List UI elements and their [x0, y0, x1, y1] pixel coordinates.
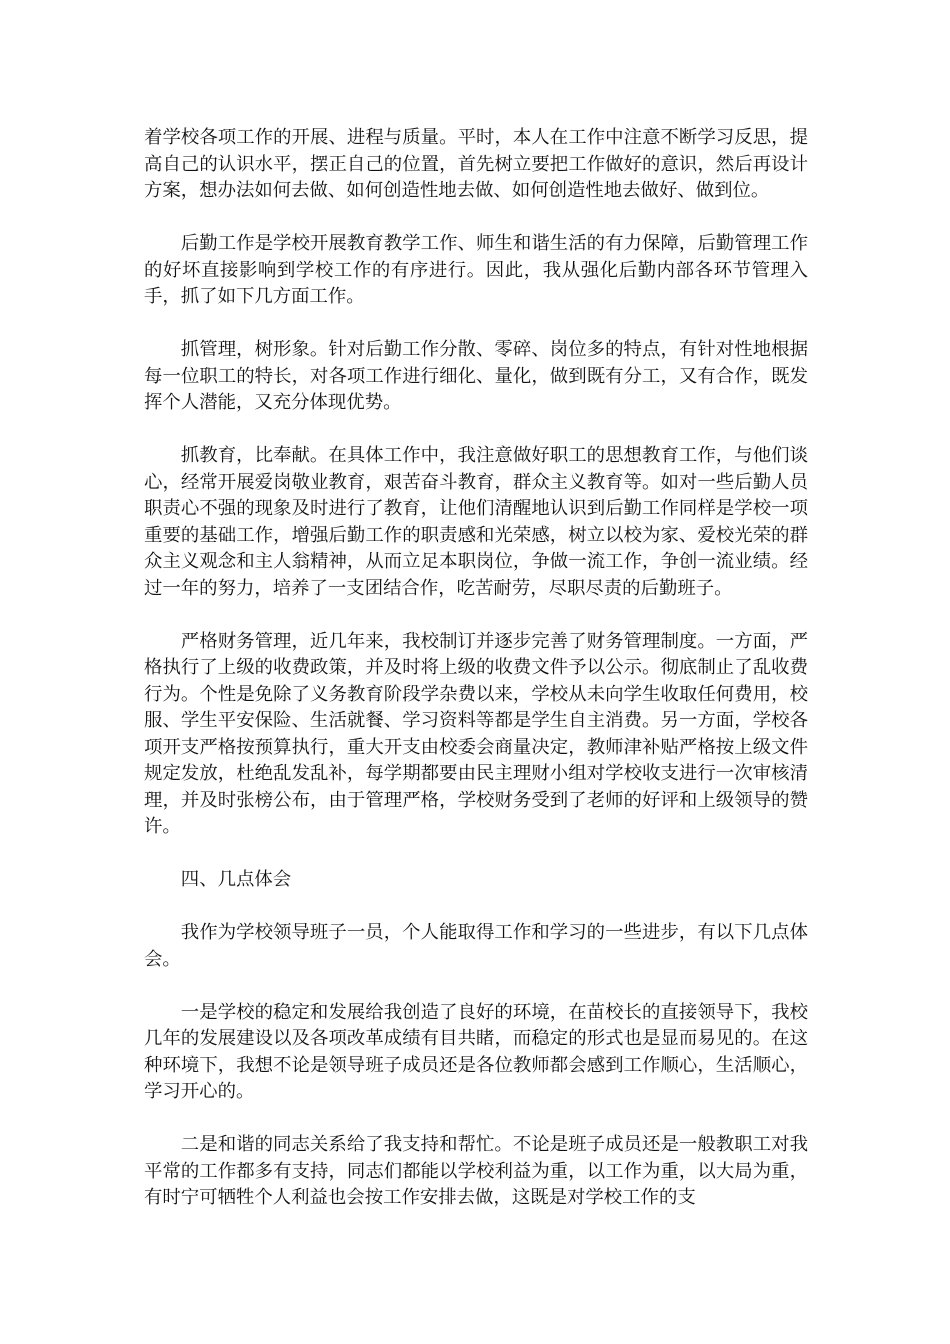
document-page	[144, 125, 808, 1212]
paragraph-9: 二是和谐的同志关系给了我支持和帮忙。不论是班子成员还是一般教职工对我平常的工作都多有支持，同志们都能以学校利益为重，以工作为重，以大局为重，有时宁可牺牲个人利益也会按工作安排去做，这既是对学校工作的支	[144, 1134, 808, 1208]
paragraph-5: 严格财务管理，近几年来，我校制订并逐步完善了财务管理制度。一方面，严格执行了上级的收费政策，并及时将上级的收费文件予以公示。彻底制止了乱收费行为。个性是免除了义务教育阶段学杂费以来，学校从未向学生收取任何费用，校服、学生平安保险、生活就餐、学习资料等都是学生自主消费。另一方面，学校各项开支严格按预算执行，重大开支由校委会商量决定，教师津补贴严格按上级文件规定发放，杜绝乱发乱补，每学期都要由民主理财小组对学校收支进行一次审核清理，并及时张榜公布，由于管理严格，学校财务受到了老师的好评和上级领导的赞许。	[144, 630, 808, 837]
paragraph-3: 抓管理，树形象。针对后勤工作分散、零碎、岗位多的特点，有针对性地根据每一位职工的特长，对各项工作进行细化、量化，做到既有分工，又有合作，既发挥个人潜能，又充分体现优势。	[144, 339, 808, 413]
paragraph-8: 一是学校的稳定和发展给我创造了良好的环境，在苗校长的直接领导下，我校几年的发展建设以及各项改革成绩有目共睹，而稳定的形式也是显而易见的。在这种环境下，我想不论是领导班子成员还是各位教师都会感到工作顺心，生活顺心，学习开心的。	[144, 1001, 808, 1102]
paragraph-4: 抓教育，比奉献。在具体工作中，我注意做好职工的思想教育工作，与他们谈心，经常开展爱岗敬业教育，艰苦奋斗教育，群众主义教育等。如对一些后勤人员职责心不强的现象及时进行了教育，让他们清醒地认识到后勤工作同样是学校一项重要的基础工作，增强后勤工作的职责感和光荣感，树立以校为家、爱校光荣的群众主义观念和主人翁精神，从而立足本职岗位，争做一流工作，争创一流业绩。经过一年的努力，培养了一支团结合作，吃苦耐劳，尽职尽责的后勤班子。	[144, 445, 808, 599]
section-heading: 四、几点体会	[180, 869, 292, 890]
paragraph-7: 我作为学校领导班子一员，个人能取得工作和学习的一些进步，有以下几点体会。	[144, 922, 808, 970]
paragraph-1: 着学校各项工作的开展、进程与质量。平时，本人在工作中注意不断学习反思，提高自己的认识水平，摆正自己的位置，首先树立要把工作做好的意识，然后再设计方案，想办法如何去做、如何创造性地去做、如何创造性地去做好、做到位。	[144, 127, 808, 201]
paragraph-2: 后勤工作是学校开展教育教学工作、师生和谐生活的有力保障，后勤管理工作的好坏直接影响到学校工作的有序进行。因此，我从强化后勤内部各环节管理入手，抓了如下几方面工作。	[144, 233, 808, 307]
